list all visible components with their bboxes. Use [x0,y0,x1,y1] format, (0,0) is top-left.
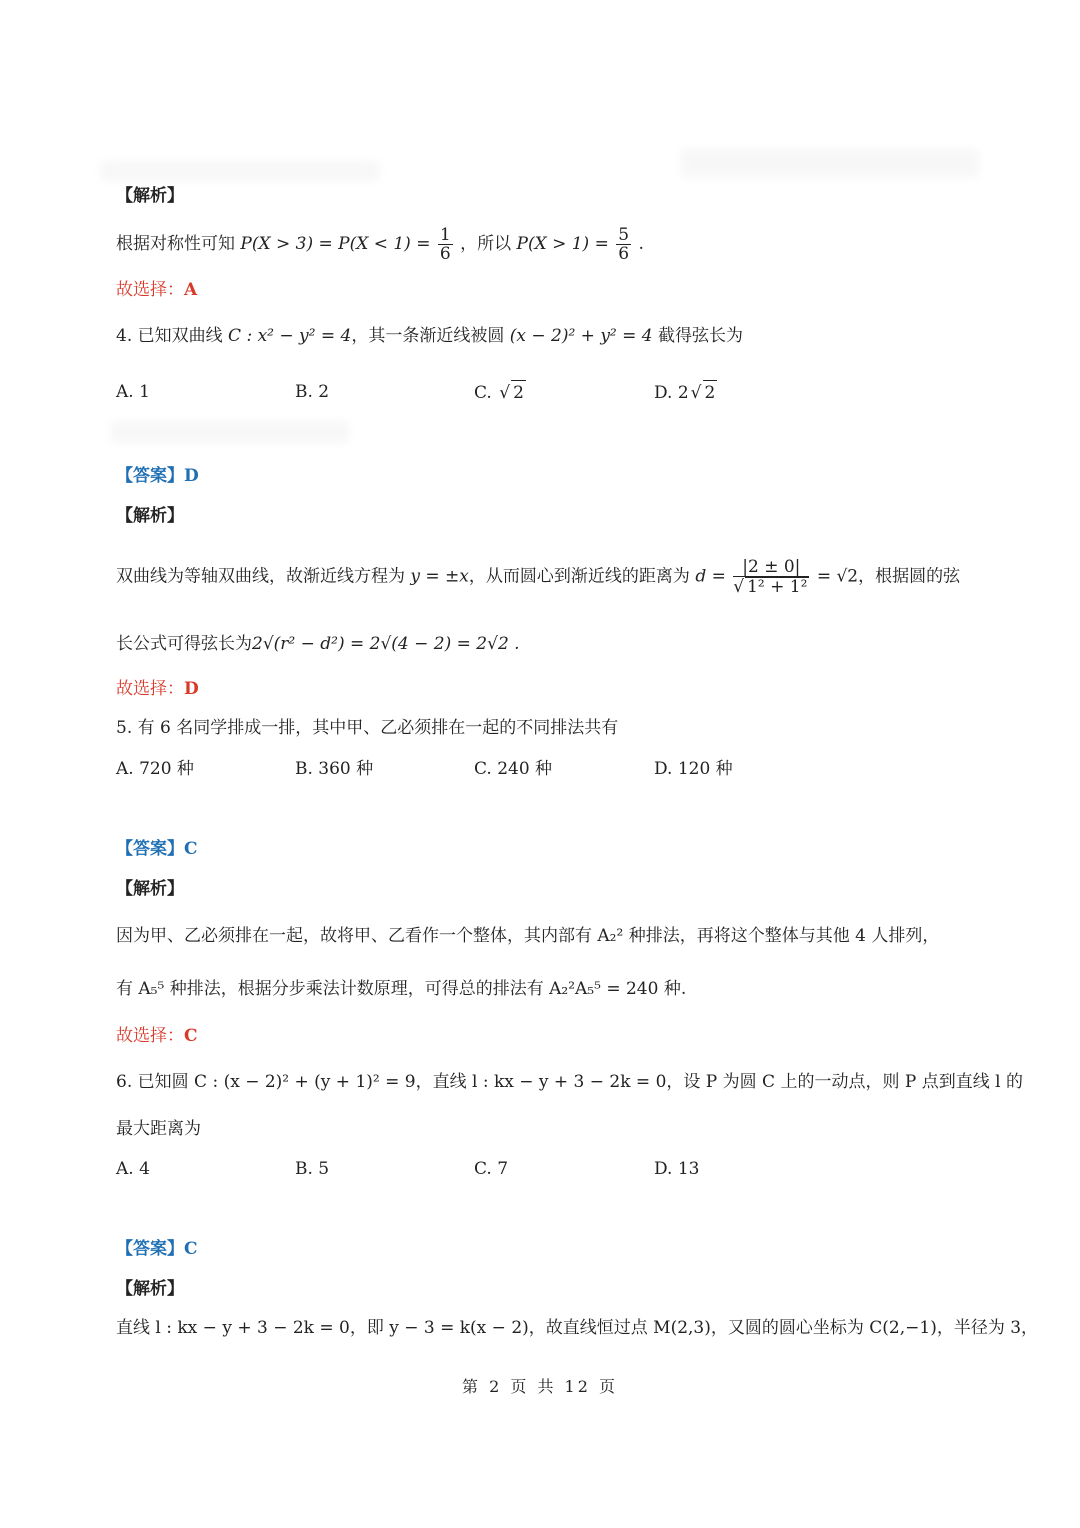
q5-option-a: A. 720 种 [116,759,194,779]
fraction: $\frac{|2 \pm 0|}{\text{√ 1² + 1²}}$ [733,557,808,597]
q5-solution-line-1: 因为甲、乙必须排在一起，故将甲、乙看作一个整体，其内部有 A₂² 种排法，再将这个整体与其他 4 人排列， [116,926,940,946]
q6-option-a: A. 4 [116,1159,150,1179]
page-footer: 第 2 页 共 12 页 [462,1377,618,1396]
select-value: D [184,679,199,699]
q4-solution-line-2: 长公式可得弦长为2√(r² − d²) = 2√(4 − 2) = 2√2 . [116,634,520,654]
analysis-heading: 【解析】 [116,1279,184,1299]
select-line: 故选择：D [116,679,199,699]
analysis-heading: 【解析】 [116,879,184,899]
q4-answer: 【答案】D [116,466,199,486]
analysis-heading: 【解析】 [116,186,184,206]
q5-answer: 【答案】C [116,839,198,859]
q4-option-d: D. 2 √ 2 [654,380,717,405]
text: ，所以 [460,234,512,254]
question-6-stem-1: 6. 已知圆 C : (x − 2)² + (y + 1)² = 9，直线 l : kx − y + 3 − 2k = 0，设 P 为圆 C 上的一动点，则 P 点到直线 l 的 [116,1072,1023,1092]
prev-solution-line: 根据对称性可知 P(X > 3) = P(X < 1) = $\frac{1}{6}$ ，所以 P(X > 1) = $\frac{5}{6}$ . [116,225,644,264]
answer-value: C [184,1239,198,1259]
text: 根据对称性可知 [116,234,235,254]
expr: P(X > 3) = P(X < 1) = [240,234,431,254]
scan-smudge [100,160,380,182]
select-value: C [184,1026,198,1046]
q6-solution-line-1: 直线 l : kx − y + 3 − 2k = 0，即 y − 3 = k(x − 2)，故直线恒过点 M(2,3)，又圆的圆心坐标为 C(2,−1)，半径为 3， [116,1318,1039,1338]
q6-answer: 【答案】C [116,1239,198,1259]
select-line: 故选择：C [116,1026,198,1046]
question-6-stem-2: 最大距离为 [116,1119,201,1139]
q4-option-b: B. 2 [295,382,330,402]
q6-option-c: C. 7 [474,1159,509,1179]
select-line: 故选择：A [116,280,198,300]
q5-option-d: D. 120 种 [654,759,733,779]
analysis-heading: 【解析】 [116,506,184,526]
q4-option-a: A. 1 [116,382,150,402]
scan-smudge [680,148,980,178]
q6-option-b: B. 5 [295,1159,330,1179]
select-value: A [184,280,198,300]
q4-option-c: C. √ 2 [474,380,526,405]
fraction: $\frac{1}{6}$ [439,225,451,264]
q5-option-b: B. 360 种 [295,759,374,779]
answer-value: D [184,466,199,486]
answer-value: C [184,839,198,859]
question-5-stem: 5. 有 6 名同学排成一排，其中甲、乙必须排在一起的不同排法共有 [116,718,619,738]
question-4-stem: 4. 已知双曲线 C : x² − y² = 4，其一条渐近线被圆 (x − 2)² + y² = 4 截得弦长为 [116,326,744,346]
expr: P(X > 1) = [516,234,609,254]
scan-smudge [110,420,350,444]
fraction: $\frac{5}{6}$ [618,225,630,264]
q6-option-d: D. 13 [654,1159,700,1179]
q4-solution-line-1: 双曲线为等轴双曲线，故渐近线方程为 y = ±x，从而圆心到渐近线的距离为 d = $\frac{|2 \pm 0|}{\text{√ 1² + 1²}}$ = √2，根据圆的弦 [116,557,961,597]
q5-solution-line-2: 有 A₅⁵ 种排法，根据分步乘法计数原理，可得总的排法有 A₂²A₅⁵ = 240 种. [116,979,687,999]
q5-option-c: C. 240 种 [474,759,553,779]
